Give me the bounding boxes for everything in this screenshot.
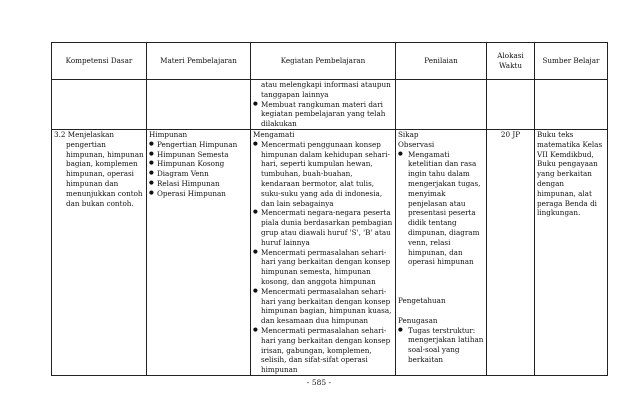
- header-sumber-belajar: Sumber Belajar: [535, 43, 608, 80]
- header-penilaian: Penilaian: [396, 43, 487, 80]
- penilaian-tugas-list: [398, 326, 484, 365]
- kd-entry: [54, 130, 144, 208]
- list-item: ● Relasi Himpunan: [149, 179, 248, 189]
- table-row: [52, 129, 608, 375]
- header-kegiatan-pembelajaran: Kegiatan Pembelajaran: [251, 43, 396, 80]
- list-item: ● Operasi Himpunan: [149, 189, 248, 199]
- materi-list: [149, 140, 248, 199]
- cont-kegiatan-tail: atau melengkapi informasi ataupun tanggapan lainnya: [261, 80, 391, 99]
- penilaian-sikap-list: [398, 150, 484, 268]
- materi-title: Himpunan: [149, 129, 188, 139]
- cont-materi-cell: [147, 80, 251, 130]
- sumber-cell: Buku teks matematika Kelas VII Kemdikbud, Buku pengayaan yang berkaitan dengan himpunan, alat peraga Benda di lingkungan.: [535, 129, 608, 375]
- penilaian-pengetahuan: Pengetahuan: [398, 296, 446, 306]
- list-item: ● Mencermati negara-negara peserta piala dunia berdasarkan pembagian grup atau diawali huruf 'S', 'B' atau huruf lainnya: [253, 208, 393, 247]
- list-item: ● Mencermati permasalahan sehari-hari yang berkaitan dengan konsep irisan, gabungan, komplemen, selisih, dan sifat-sifat operasi himpunan: [253, 326, 393, 375]
- kegiatan-cell: [251, 129, 396, 375]
- penilaian-cell: [396, 129, 487, 375]
- list-item: ● Himpunan Kosong: [149, 159, 248, 169]
- header-kompetensi-dasar: Kompetensi Dasar: [52, 43, 147, 80]
- cont-kegiatan-cell: [251, 80, 396, 130]
- kd-text: Menjelaskan pengertian himpunan, himpunan bagian, komplemen himpunan, operasi himpunan dan menunjukkan contoh dan bukan contoh.: [66, 129, 144, 208]
- page-number: - 585 -: [306, 378, 332, 387]
- spacer: [398, 306, 484, 316]
- header-materi-pembelajaran: Materi Pembelajaran: [147, 43, 251, 80]
- cont-penilaian-cell: [396, 80, 487, 130]
- cont-kegiatan-bullet: ● Membuat rangkuman materi dari kegiatan pembelajaran yang telah dilakukan: [253, 100, 393, 129]
- header-row: [52, 43, 608, 80]
- list-item: ● Mencermati permasalahan sehari-hari yang berkaitan dengan konsep himpunan semesta, himpunan kosong, dan anggota himpunan: [253, 248, 393, 287]
- kd-number: 3.2: [54, 129, 66, 139]
- list-item: ● Pengertian Himpunan: [149, 140, 248, 150]
- cont-alokasi-cell: [487, 80, 535, 130]
- kegiatan-title: Mengamati: [253, 129, 295, 139]
- spacer: [398, 267, 484, 296]
- penilaian-tugas-item: ● Tugas terstruktur: mengerjakan latihan soal-soal yang berkaitan: [398, 326, 484, 365]
- penilaian-penugasan: Penugasan: [398, 315, 438, 325]
- penilaian-sikap-item: ● Mengamati ketelitian dan rasa ingin tahu dalam mengerjakan tugas, menyimak penjelasan atau presentasi peserta didik tentang dimpunan, diagram venn, relasi himpunan, dan operasi himpunan: [398, 150, 484, 268]
- kd-cell: [52, 129, 147, 375]
- syllabus-table: [51, 42, 608, 376]
- materi-cell: [147, 129, 251, 375]
- list-item: ● Himpunan Semesta: [149, 150, 248, 160]
- penilaian-observasi: Observasi: [398, 139, 435, 149]
- kegiatan-list: [253, 140, 393, 375]
- cont-kd-cell: [52, 80, 147, 130]
- continuation-row: [52, 80, 608, 130]
- list-item: ● Mencermati permasalahan sehari-hari yang berkaitan dengan konsep himpunan bagian, himpunan kuasa, dan kesamaan dua himpunan: [253, 287, 393, 326]
- header-alokasi-waktu: Alokasi Waktu: [487, 43, 535, 80]
- list-item: ● Mencermati penggunaan konsep himpunan dalam kehidupan sehari-hari, seperti kumpulan hewan, tumbuhan, buah-buahan, kendaraan bermotor, alat tulis, suku-suku yang ada di indonesia, dan lain sebagainya: [253, 140, 393, 209]
- cont-kegiatan-list: [253, 100, 393, 129]
- list-item: ● Diagram Venn: [149, 169, 248, 179]
- alokasi-cell: 20 JP: [487, 129, 535, 375]
- cont-sumber-cell: [535, 80, 608, 130]
- penilaian-sikap: Sikap: [398, 129, 419, 139]
